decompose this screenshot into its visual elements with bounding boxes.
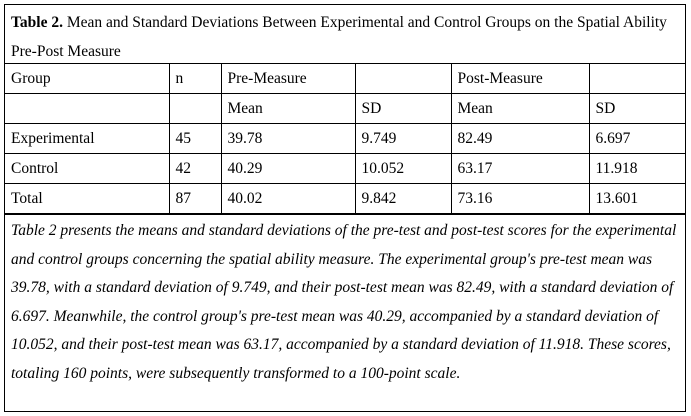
table-row	[5, 184, 685, 214]
header-empty	[5, 94, 169, 124]
cell-post-sd: 13.601	[589, 184, 685, 214]
header-pre-mean: Mean	[221, 94, 355, 124]
cell-pre-sd: 9.842	[355, 184, 451, 214]
header-post-mean: Mean	[451, 94, 589, 124]
header-pre-measure: Pre-Measure	[221, 64, 355, 94]
header-empty	[169, 94, 221, 124]
cell-post-mean: 63.17	[451, 154, 589, 184]
cell-pre-mean: 40.29	[221, 154, 355, 184]
cell-pre-sd: 9.749	[355, 124, 451, 154]
table-note: Table 2 presents the means and standard deviations of the pre-test and post-test scores for the experimental and control groups concerning the spatial ability measure. The experimental group's pre-test mean was 39.78, with a standard deviation of 9.749, and their post-test mean was 82.49, with a standard deviation of 6.697. Meanwhile, the control group's pre-test mean was 40.29, accompanied by a standard deviation of 10.052, and their post-test mean was 63.17, accompanied by a standard deviation of 11.918. These scores, totaling 160 points, were subsequently transformed to a 100-point scale.	[5, 214, 685, 388]
cell-n: 42	[169, 154, 221, 184]
header-n: n	[169, 64, 221, 94]
header-empty	[355, 64, 451, 94]
header-row-2	[5, 94, 685, 124]
header-group: Group	[5, 64, 169, 94]
cell-group: Control	[5, 154, 169, 184]
cell-n: 87	[169, 184, 221, 214]
header-pre-sd: SD	[355, 94, 451, 124]
cell-group: Total	[5, 184, 169, 214]
cell-post-mean: 73.16	[451, 184, 589, 214]
cell-post-sd: 11.918	[589, 154, 685, 184]
table-row	[5, 124, 685, 154]
caption-label: Table 2.	[11, 14, 63, 31]
cell-pre-mean: 39.78	[221, 124, 355, 154]
table-row	[5, 154, 685, 184]
cell-pre-sd: 10.052	[355, 154, 451, 184]
cell-n: 45	[169, 124, 221, 154]
header-post-sd: SD	[589, 94, 685, 124]
cell-post-mean: 82.49	[451, 124, 589, 154]
caption-text: Mean and Standard Deviations Between Experimental and Control Groups on the Spatial Ability Pre-Post Measure	[11, 14, 667, 60]
cell-group: Experimental	[5, 124, 169, 154]
table-caption	[5, 5, 685, 63]
header-empty	[589, 64, 685, 94]
header-row-1	[5, 64, 685, 94]
data-table	[5, 63, 685, 214]
table-document	[4, 4, 686, 412]
header-post-measure: Post-Measure	[451, 64, 589, 94]
cell-pre-mean: 40.02	[221, 184, 355, 214]
cell-post-sd: 6.697	[589, 124, 685, 154]
